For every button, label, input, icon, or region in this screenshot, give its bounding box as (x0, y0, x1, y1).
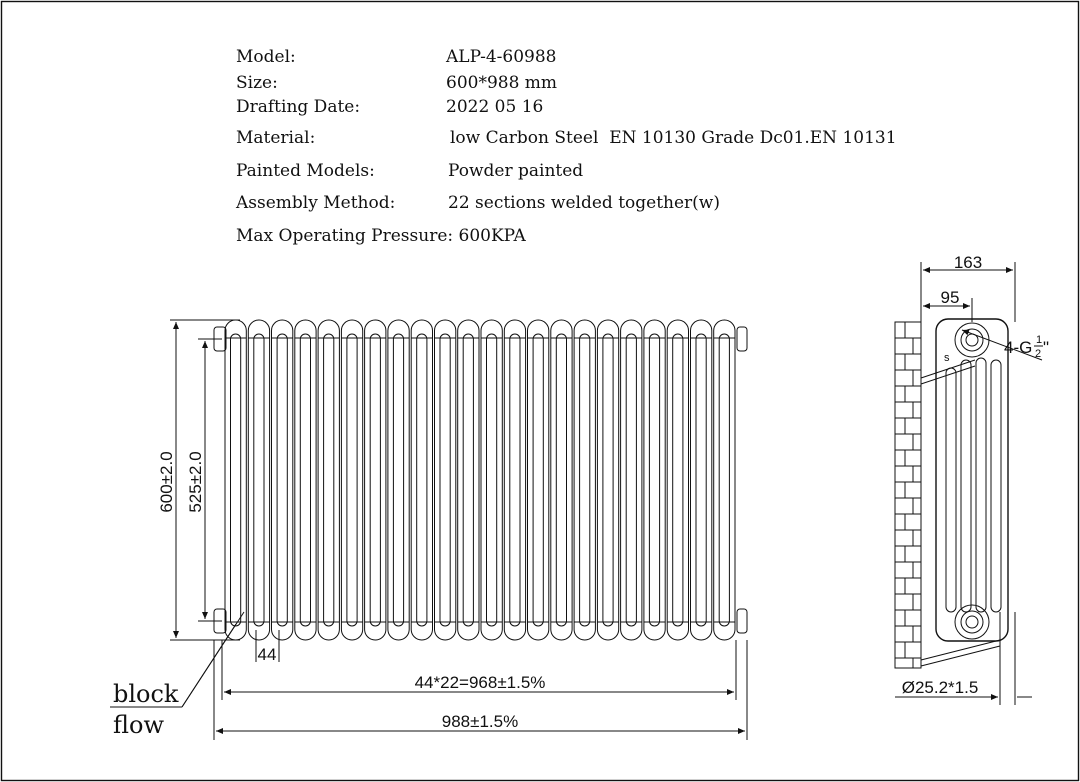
dim-depth-inlet (921, 288, 972, 322)
spec-date-label: Drafting Date: (236, 97, 361, 117)
thread-fraction-den: 2 (1035, 348, 1042, 360)
spec-painted-value: Powder painted (448, 161, 584, 181)
radiator-section (411, 320, 432, 640)
radiator-sections (225, 320, 735, 640)
radiator-section (481, 320, 502, 640)
radiator-section (714, 320, 735, 640)
radiator-section (295, 320, 316, 640)
thread-label: 4-G (1004, 338, 1033, 357)
radiator-section (365, 320, 386, 640)
dim-sections-length (222, 640, 736, 700)
column-4 (991, 360, 1001, 612)
dim-sections-length-label: 44*22=968±1.5% (414, 673, 546, 692)
column-2 (961, 360, 971, 612)
spec-material-label: Material: (236, 128, 316, 148)
radiator-section (388, 320, 409, 640)
spec-table (235, 47, 897, 246)
dim-section-pitch-label: 44 (257, 645, 277, 664)
column-1 (946, 368, 956, 612)
spec-size-value: 600*988 mm (446, 73, 558, 93)
brick-wall (895, 322, 921, 668)
legend-block-label: block (113, 680, 179, 708)
thread-fraction-num: 1 (1036, 334, 1043, 346)
spec-model-value: ALP-4-60988 (446, 47, 557, 67)
radiator-section (621, 320, 642, 640)
column-3 (976, 358, 986, 612)
sheet-border (2, 2, 1079, 781)
dim-height-centers-label: 525±2.0 (186, 451, 205, 513)
radiator-section (504, 320, 525, 640)
thread-suffix: " (1043, 338, 1050, 357)
radiator-section (574, 320, 595, 640)
side-small-mark: s (944, 352, 950, 364)
spec-model-label: Model: (236, 47, 296, 67)
front-view (110, 320, 747, 740)
radiator-section (691, 320, 712, 640)
spec-assembly-label: Assembly Method: (236, 193, 396, 213)
spec-size-label: Size: (236, 73, 278, 93)
radiator-section (597, 320, 618, 640)
spec-painted-label: Painted Models: (236, 161, 375, 181)
radiator-section (435, 320, 456, 640)
leader-flow (182, 612, 244, 707)
bracket-bottom (921, 640, 1000, 660)
dim-depth-overall-label: 163 (953, 253, 983, 272)
side-view (895, 253, 1049, 705)
spec-date-value: 2022 05 16 (446, 97, 544, 117)
radiator-section (341, 320, 362, 640)
radiator-section (248, 320, 269, 640)
radiator-section (551, 320, 572, 640)
plug-top-right (737, 327, 747, 351)
port-bottom (955, 605, 989, 639)
radiator-section (318, 320, 339, 640)
dim-depth-inlet-label: 95 (940, 288, 960, 307)
dim-height-overall-label: 600±2.0 (157, 451, 176, 513)
plug-bottom-right (737, 609, 747, 633)
spec-material-value: low Carbon Steel EN 10130 Grade Dc01.EN 10131 (450, 128, 897, 148)
dim-overall-length-label: 988±1.5% (441, 712, 519, 731)
dim-height-centers (186, 339, 222, 621)
radiator-section (644, 320, 665, 640)
radiator-section (225, 320, 246, 640)
radiator-section (667, 320, 688, 640)
spec-assembly-value: 22 sections welded together(w) (448, 193, 720, 213)
dim-depth-overall (921, 253, 1015, 322)
bracket-bottom-inner (921, 646, 1000, 666)
radiator-section (458, 320, 479, 640)
radiator-section (272, 320, 293, 640)
spec-pressure: Max Operating Pressure: 600KPA (236, 226, 526, 246)
legend-flow-label: flow (113, 711, 164, 739)
radiator-section (528, 320, 549, 640)
dim-pipe-diameter-label: Ø25.2*1.5 (901, 678, 979, 697)
